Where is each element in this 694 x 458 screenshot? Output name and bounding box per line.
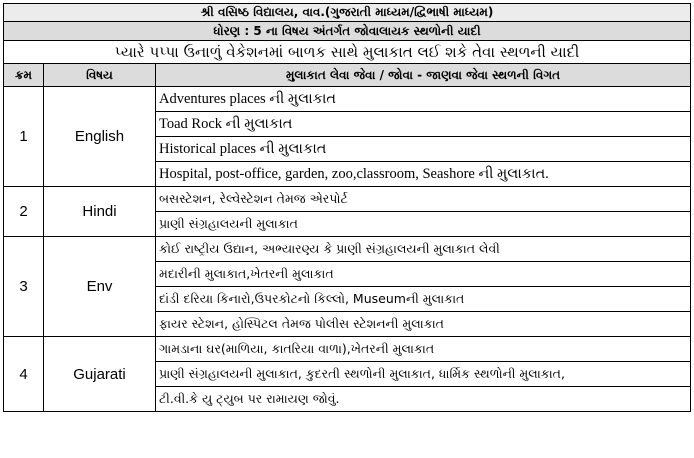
place-item: બસસ્ટેશન, રેલ્વેસ્ટેશન તેમજ એરપોર્ટ <box>156 187 691 212</box>
column-header-details: મુલાકાત લેવા જેવા / જોવા - જાણવા જેવા સ્થળની વિગત <box>156 64 691 87</box>
column-header-subject: વિષય <box>44 64 156 87</box>
place-item: મદારીની મુલાકાત,ખેતરની મુલાકાત <box>156 262 691 287</box>
table-row <box>4 87 691 112</box>
row-subject: Gujarati <box>44 337 156 412</box>
column-header-row <box>4 64 691 87</box>
row-number: 2 <box>4 187 44 237</box>
row-number: 3 <box>4 237 44 337</box>
places-list-sheet <box>3 3 690 412</box>
table-row <box>4 187 691 212</box>
place-item: Hospital, post-office, garden, zoo,classroom, Seashore ની મુલાકાત. <box>156 162 691 187</box>
place-item: ગામડાના ઘર(માળિયા, કાતરિયા વાળા),ખેતરની મુલાકાત <box>156 337 691 362</box>
row-number: 1 <box>4 87 44 187</box>
place-item: Historical places ની મુલાકાત <box>156 137 691 162</box>
row-subject: Env <box>44 237 156 337</box>
place-item: પ્રાણી સંગ્રહાલયની મુલાકાત, કુદરતી સ્થળોની મુલાકાત, ધાર્મિક સ્થળોની મુલાકાત, <box>156 362 691 387</box>
place-item: દાંડી દરિયા કિનારો,ઉપરકોટનો કિલ્લો, Museumની મુલાકાત <box>156 287 691 312</box>
table-row <box>4 337 691 362</box>
table-row <box>4 237 691 262</box>
place-item: પ્રાણી સંગ્રહાલયની મુલાકાત <box>156 212 691 237</box>
place-item: કોઈ રાષ્ટ્રીય ઉદ્યાન, અભ્યારણ્ય કે પ્રાણી સંગ્રહાલયની મુલાકાત લેવી <box>156 237 691 262</box>
row-number: 4 <box>4 337 44 412</box>
list-description: પ્યારે પપ્પા ઉનાળું વેકેશનમાં બાળક સાથે મુલાકાત લઈ શકે તેવા સ્થળની યાદી <box>4 41 691 64</box>
place-item: Toad Rock ની મુલાકાત <box>156 112 691 137</box>
list-subtitle: ધોરણ : 5 ના વિષય અંતર્ગત જોવાલાયક સ્થળોની યાદી <box>4 22 691 41</box>
row-subject: English <box>44 87 156 187</box>
school-title: શ્રી વસિષ્ઠ વિદ્યાલય, વાવ.(ગુજરાતી માધ્યમ/દ્વિભાષી માધ્યમ) <box>4 4 691 22</box>
row-subject: Hindi <box>44 187 156 237</box>
place-item: Adventures places ની મુલાકાત <box>156 87 691 112</box>
column-header-number: ક્રમ <box>4 64 44 87</box>
place-item: ટી.વી.કે યુ ટ્યુબ પર રામાયણ જોવું. <box>156 387 691 412</box>
place-item: ફાયર સ્ટેશન, હોસ્પિટલ તેમજ પોલીસ સ્ટેશનની મુલાકાત <box>156 312 691 337</box>
places-table <box>3 3 691 412</box>
